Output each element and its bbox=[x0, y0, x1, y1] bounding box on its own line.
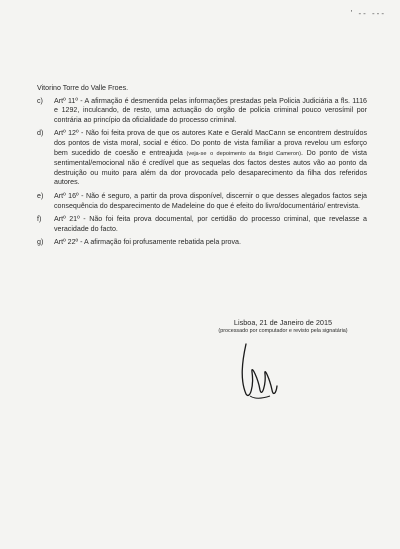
item-label: g) bbox=[37, 238, 44, 247]
item-text bbox=[54, 129, 367, 188]
corner-marks: ' -- --- bbox=[350, 9, 386, 18]
item-c bbox=[37, 97, 367, 126]
item-f bbox=[37, 215, 367, 234]
handwritten-signature bbox=[232, 334, 282, 404]
item-text-aside: o depoimento da Brigid Cameron) bbox=[210, 150, 301, 157]
item-text: Artº 22º - A afirmação foi profusamente rebatida pela prova. bbox=[54, 238, 241, 247]
document-body bbox=[37, 84, 367, 252]
item-label: d) bbox=[37, 129, 44, 138]
item-label: c) bbox=[37, 96, 43, 105]
item-d bbox=[37, 129, 367, 188]
item-text: Artº 16º - Não é seguro, a partir da prova disponível, discernir o que desses alegados factos seja consequência do desparecimento de Madeleine do que é efeito do livro/documentário/ entrevista. bbox=[54, 191, 367, 210]
date-line: Lisboa, 21 de Janeiro de 2015 bbox=[233, 318, 333, 327]
item-text-part: Artº 12º - Não foi feita prova de que os autores Kate e Gerald MacCann se encontrem destruídos dos pontos de vista moral, social e ético. Do ponto de vista familiar a prova revelou um esforço bem sucedido de coesão e entreajuda bbox=[54, 129, 367, 157]
processing-note: (processado por computador e revisto pela signatária) bbox=[218, 328, 348, 334]
closing-block bbox=[208, 318, 358, 334]
intro-line: Vitorino Torre do Valle Froes. bbox=[37, 84, 129, 92]
item-text-part: . Do ponto de vista sentimental/emocional não é credível que as sequelas dos factos destes autos vão ao ponto da destruição ou muito para além da dor provocada pelo desaparecimento da filha dos referidos autores. bbox=[54, 148, 367, 187]
item-label: e) bbox=[37, 191, 44, 200]
item-text: Artº 21º - Não foi feita prova documental, por certidão do processo criminal, que revelasse a veracidade do facto. bbox=[54, 215, 367, 233]
item-text: Artº 11º - A afirmação é desmentida pelas informações prestadas pela Policia Judiciária a fls. 1116 e 1292, inculcando, de resto, uma actuação do orgão de policia criminal pouco verosímil por contrária ao princípio da oficialidade do processo criminal. bbox=[54, 96, 367, 124]
item-g bbox=[37, 238, 367, 248]
item-label: f) bbox=[37, 215, 42, 224]
item-e bbox=[37, 192, 367, 211]
item-text-aside: (veja-se bbox=[186, 150, 207, 157]
